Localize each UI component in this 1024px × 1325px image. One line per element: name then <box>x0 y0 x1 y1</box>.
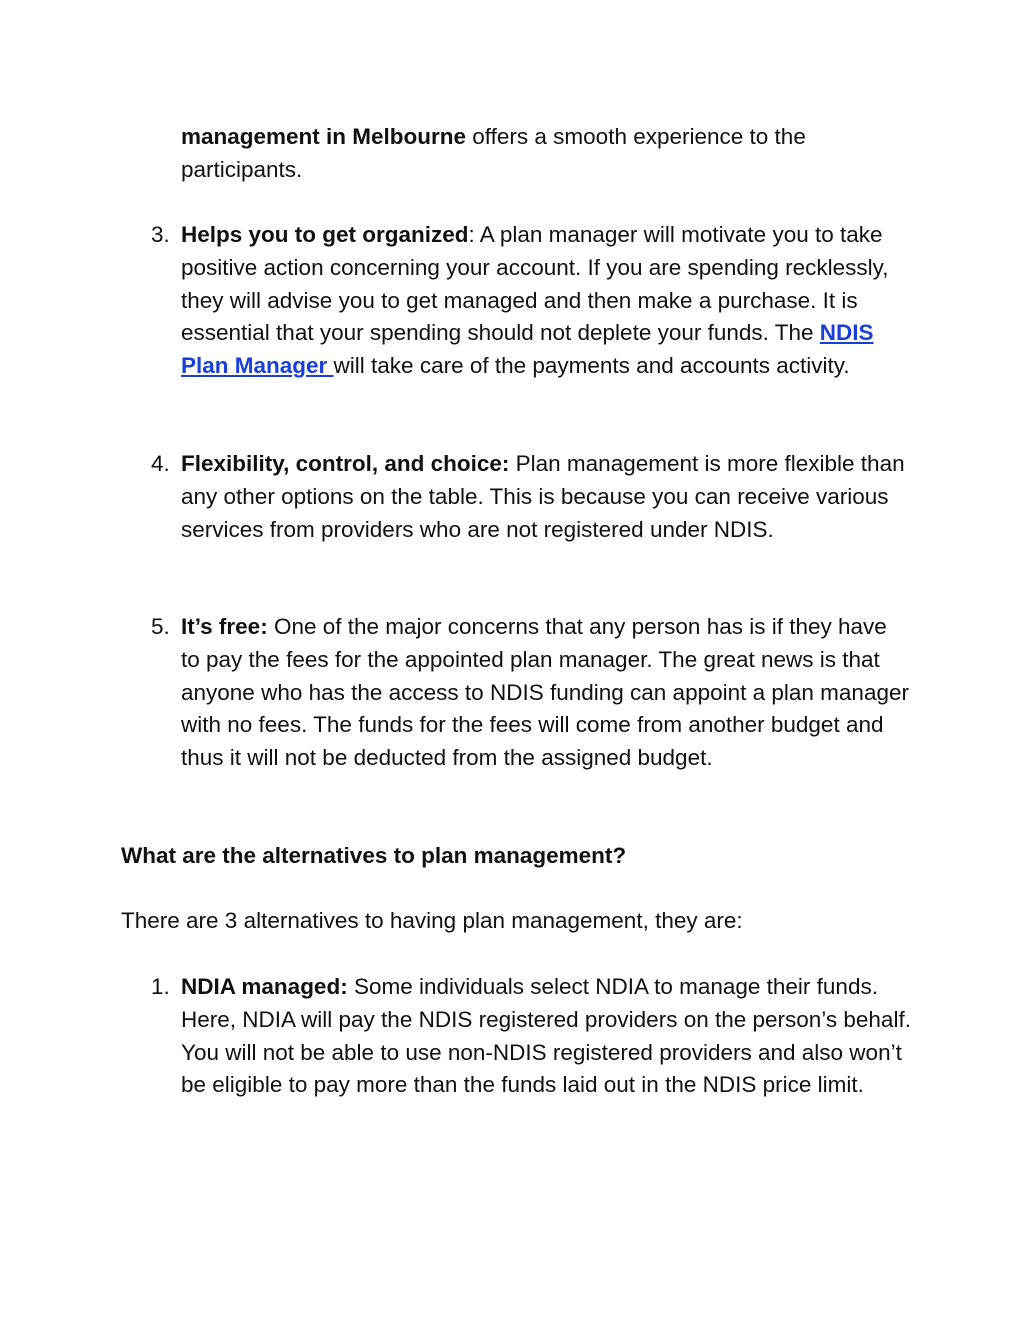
list-item-number: 5. <box>151 614 170 639</box>
list-item-text: A plan manager will motivate you to take positive action concerning your account. If you are spending recklessly, they will advise you to get managed and then make a purchase. It is essential that your spending should not deplete your funds. The <box>181 222 889 346</box>
list-item-text: Some individuals select NDIA to manage their funds. Here, NDIA will pay the NDIS registered providers on the person’s behalf. You will not be able to use non-NDIS registered providers and also won’t be eligible to pay more than the funds laid out in the NDIS price limit. <box>181 974 911 1098</box>
list-item-title: Helps you to get organized <box>181 222 469 247</box>
intro-paragraph <box>181 121 911 187</box>
list-item <box>181 219 911 383</box>
list-item <box>181 971 911 1102</box>
section-heading: What are the alternatives to plan management? <box>121 843 627 868</box>
list-item-title: NDIA managed: <box>181 974 348 999</box>
ndis-plan-manager-link[interactable]: NDIS Plan Manager <box>181 320 874 379</box>
list-item <box>181 611 911 775</box>
list-item-separator: : <box>468 222 480 247</box>
list-item-number: 1. <box>151 974 170 999</box>
list-item-title: Flexibility, control, and choice: <box>181 451 510 476</box>
list-item-number: 4. <box>151 451 170 476</box>
list-item-number: 3. <box>151 222 170 247</box>
list-item-text: Plan management is more flexible than any other options on the table. This is because you can receive various services from providers who are not registered under NDIS. <box>181 451 905 542</box>
list-item-title: It’s free: <box>181 614 268 639</box>
list-item-text-after-link: will take care of the payments and accounts activity. <box>333 353 850 379</box>
alternatives-intro: There are 3 alternatives to having plan management, they are: <box>121 908 743 933</box>
intro-bold-text: management in Melbourne <box>181 124 467 149</box>
intro-text: offers a smooth experience to the participants. <box>181 124 806 182</box>
list-item-text: One of the major concerns that any person has is if they have to pay the fees for the appointed plan manager. The great news is that anyone who has the access to NDIS funding can appoint a plan manager with no fees. The funds for the fees will come from another budget and thus it will not be deducted from the assigned budget. <box>181 614 909 771</box>
list-item <box>181 448 911 546</box>
